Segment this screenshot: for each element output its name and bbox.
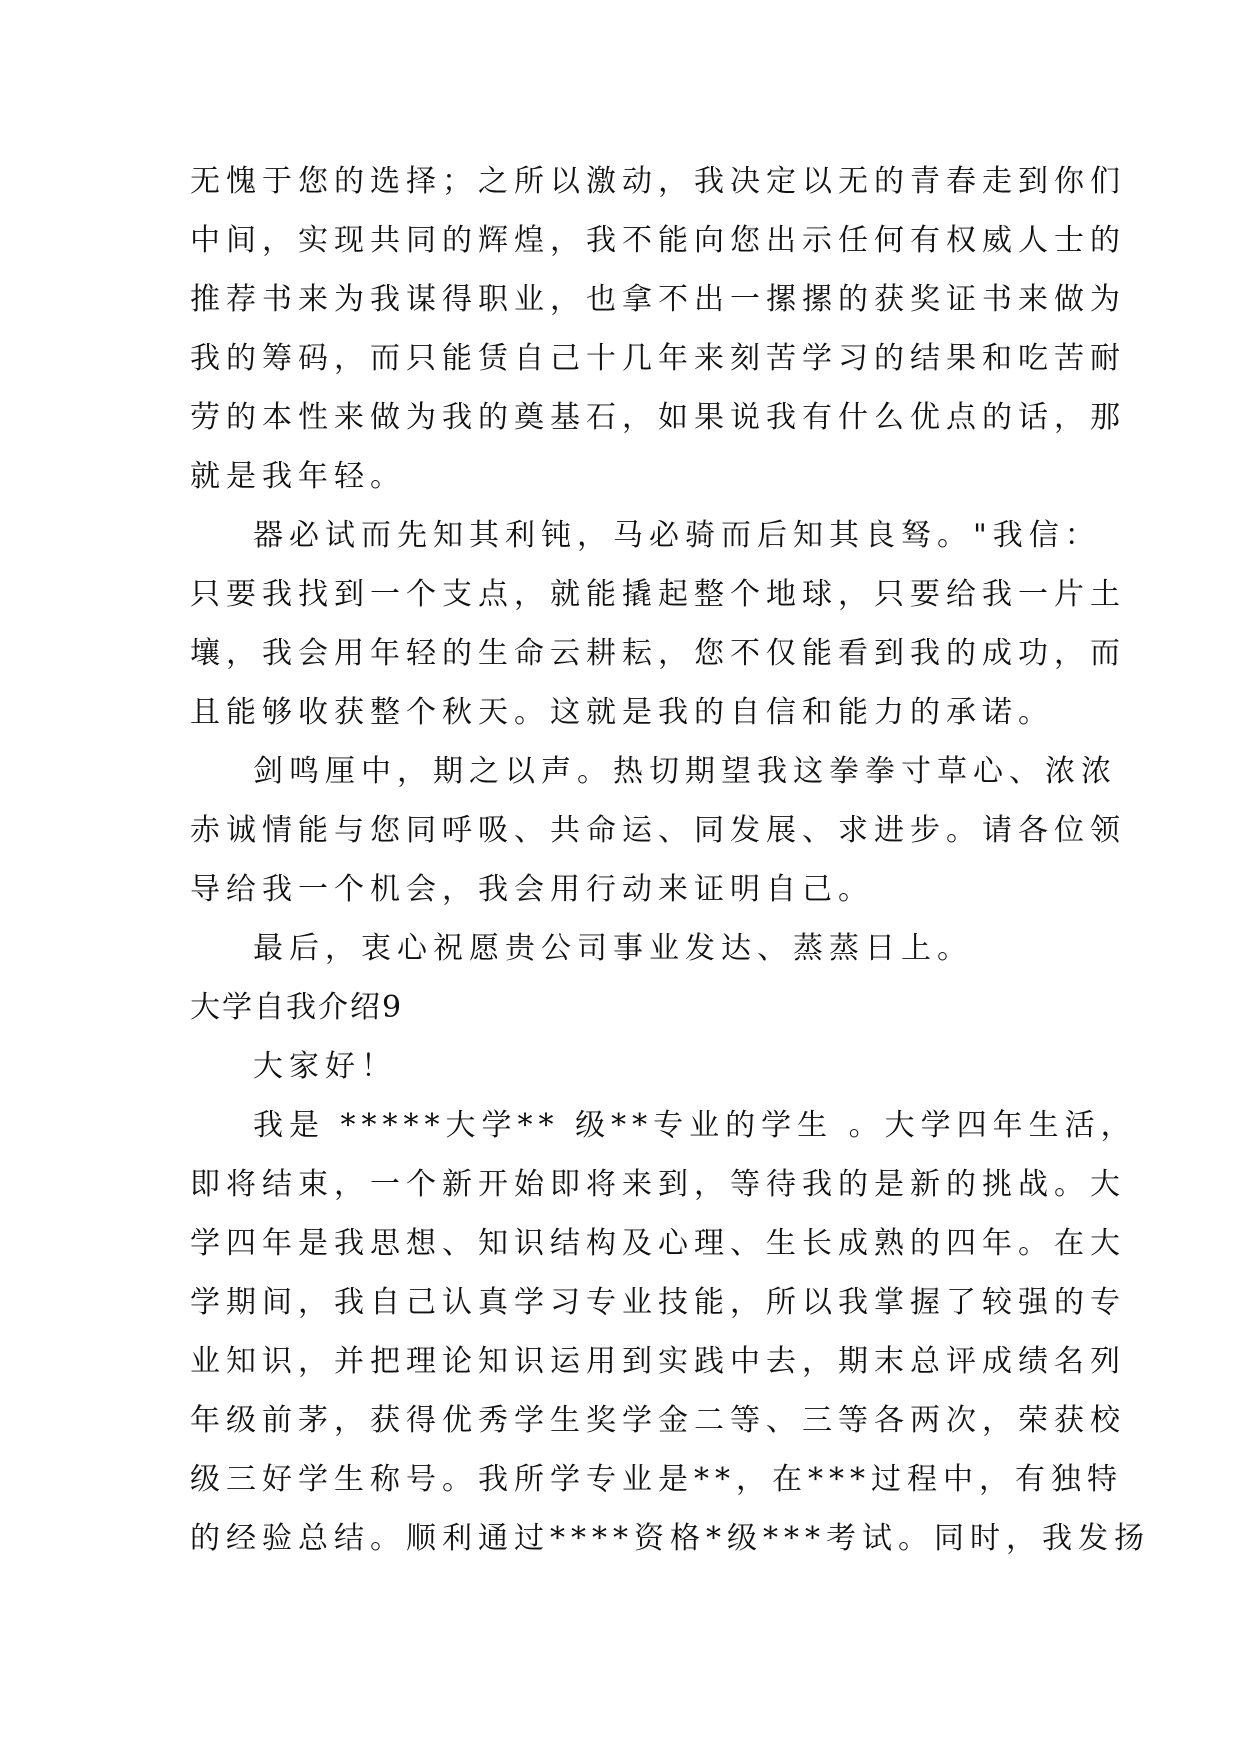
document-body <box>190 152 1150 1568</box>
paragraph-line: 劳的本性来做为我的奠基石，如果说我有什么优点的话，那 <box>190 400 1126 435</box>
paragraph-line: 学四年是我思想、知识结构及心理、生长成熟的四年。在大 <box>190 1226 1126 1261</box>
paragraph-line: 赤诚情能与您同呼吸、共命运、同发展、求进步。请各位领 <box>190 813 1126 848</box>
paragraph-line: 推荐书来为我谋得职业，也拿不出一摞摞的获奖证书来做为 <box>190 282 1126 317</box>
paragraph-line: 导给我一个机会，我会用行动来证明自己。 <box>190 872 874 907</box>
paragraph-line: 且能够收获整个秋天。这就是我的自信和能力的承诺。 <box>190 695 1054 730</box>
paragraph-line: 我是 *****大学** 级**专业的学生 。大学四年生活， <box>253 1108 1137 1143</box>
paragraph-line: 最后，衷心祝愿贵公司事业发达、蒸蒸日上。 <box>253 931 973 966</box>
paragraph-line: 学期间，我自己认真学习专业技能，所以我掌握了较强的专 <box>190 1285 1126 1320</box>
paragraph-line: 剑鸣厘中，期之以声。热切期望我这拳拳寸草心、浓浓 <box>253 754 1117 789</box>
paragraph-line: 年级前茅，获得优秀学生奖学金二等、三等各两次，荣获校 <box>190 1403 1126 1438</box>
paragraph-line: 壤，我会用年轻的生命云耕耘，您不仅能看到我的成功，而 <box>190 636 1126 671</box>
paragraph-line: 只要我找到一个支点，就能撬起整个地球，只要给我一片土 <box>190 577 1126 612</box>
paragraph-line: 即将结束，一个新开始即将来到，等待我的是新的挑战。大 <box>190 1167 1126 1202</box>
paragraph-line: 级三好学生称号。我所学专业是**，在***过程中，有独特 <box>190 1462 1123 1497</box>
paragraph-line: 就是我年轻。 <box>190 459 406 494</box>
paragraph-line: 的经验总结。顺利通过****资格*级***考试。同时，我发扬 <box>190 1521 1150 1556</box>
paragraph-line: 器必试而先知其利钝，马必骑而后知其良驽。"我信： <box>253 518 1101 553</box>
paragraph-line: 中间，实现共同的辉煌，我不能向您出示任何有权威人士的 <box>190 223 1126 258</box>
paragraph-line: 无愧于您的选择；之所以激动，我决定以无的青春走到你们 <box>190 164 1126 199</box>
section-heading: 大学自我介绍9 <box>190 990 404 1025</box>
greeting-line: 大家好！ <box>253 1049 397 1084</box>
paragraph-line: 我的筹码，而只能赁自己十几年来刻苦学习的结果和吃苦耐 <box>190 341 1126 376</box>
paragraph-line: 业知识，并把理论知识运用到实践中去，期末总评成绩名列 <box>190 1344 1126 1379</box>
